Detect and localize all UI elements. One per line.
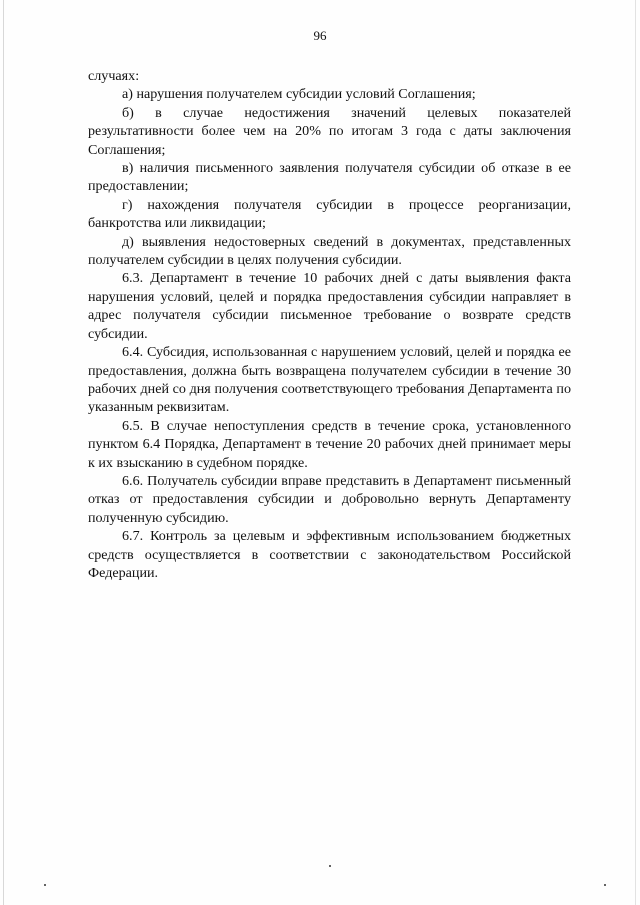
list-item-d: д) выявления недостоверных сведений в документах, представленных получателем субсидии в целях получения субсидии. — [88, 233, 571, 269]
scan-edge-right — [635, 0, 636, 905]
clause-6-6: 6.6. Получатель субсидии вправе представить в Департамент письменный отказ от предоставления субсидии и добровольно вернуть Департаменту полученную субсидию. — [88, 472, 571, 526]
scan-speck — [604, 884, 606, 886]
page-number: 96 — [313, 28, 327, 43]
clause-6-5: 6.5. В случае непоступления средств в течение срока, установленного пунктом 6.4 Порядка, Департамент в течение 20 рабочих дней принимает меры к их взысканию в судебном порядке. — [88, 417, 571, 471]
scan-speck — [44, 884, 46, 886]
list-item-b: б) в случае недостижения значений целевых показателей результативности более чем на 20% по итогам 3 года с даты заключения Соглашения; — [88, 104, 571, 158]
list-item-a: а) нарушения получателем субсидии условий Соглашения; — [122, 86, 476, 103]
scan-edge-left — [3, 0, 4, 905]
clause-6-4: 6.4. Субсидия, использованная с нарушением условий, целей и порядка ее предоставления, должна быть возвращена получателем субсидии в течение 30 рабочих дней со дня получения соответствующего требования Департамента по указанным реквизитам. — [88, 344, 571, 416]
list-item-v: в) наличия письменного заявления получателя субсидии об отказе в ее предоставлении; — [88, 160, 571, 195]
list-item-g: г) нахождения получателя субсидии в процессе реорганизации, банкротства или ликвидации; — [88, 196, 571, 232]
document-body — [88, 67, 571, 582]
clause-6-7: 6.7. Контроль за целевым и эффективным использованием бюджетных средств осуществляется в соответствии с законодательством Российской Федерации. — [88, 528, 571, 581]
paragraph-continuation: случаях: — [88, 68, 140, 84]
scan-speck — [329, 865, 331, 867]
clause-6-3: 6.3. Департамент в течение 10 рабочих дней с даты выявления факта нарушения условий, целей и порядка предоставления субсидии направляет в адрес получателя субсидии письменное требование о возврате средств субсидии. — [88, 270, 571, 342]
